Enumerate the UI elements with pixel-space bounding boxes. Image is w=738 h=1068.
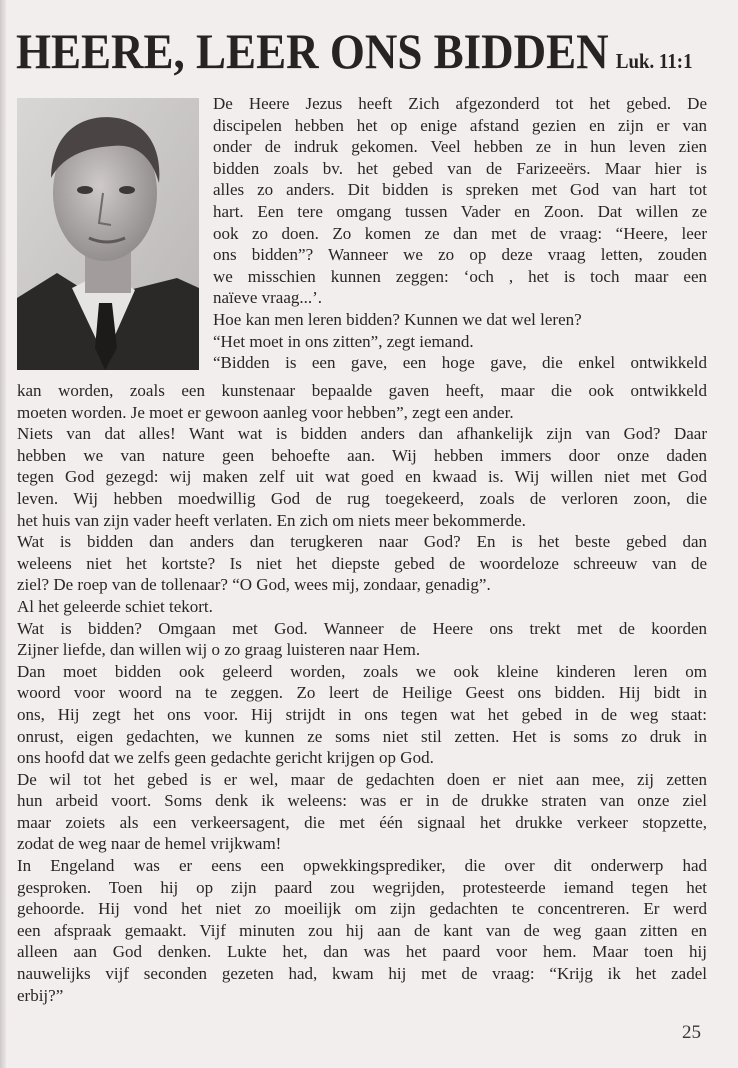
text-line: ons, Hij zegt het ons voor. Hij strijdt in ons tegen wat het gebed in de weg staat: bbox=[17, 704, 707, 724]
text-line: Niets van dat alles! Want wat is bidden anders dan afhankelijk zijn van God? Daar bbox=[17, 424, 707, 444]
text-line: leven. Wij hebben moedwillig God de rug toegekeerd, zoals de verloren zoon, die bbox=[17, 488, 707, 508]
text-line: weleens niet het kortste? Is niet het diepste gebed de woordeloze schreeuw van de bbox=[17, 553, 707, 573]
text-line: ons hoofd dat we zelfs geen gedachte gericht krijgen op God. bbox=[17, 748, 434, 768]
text-line: woord voor woord na te zeggen. Zo leert de Heilige Geest ons bidden. Hij bidt in bbox=[17, 683, 707, 703]
text-line: erbij?” bbox=[17, 985, 64, 1005]
text-line: het huis van zijn vader heeft verlaten. En zich om niets meer bekommerde. bbox=[17, 510, 526, 530]
text-line: moeten worden. Je moet er gewoon aanleg voor hebben”, zegt een ander. bbox=[17, 402, 514, 422]
text-line: hart. Een tere omgang tussen Vader en Zoon. Dat willen ze bbox=[213, 201, 707, 221]
text-line: De wil tot het gebed is er wel, maar de gedachten doen er niet aan mee, zij zetten bbox=[17, 769, 707, 789]
text-line: kan worden, zoals een kunstenaar bepaalde gaven heeft, maar die ook ontwikkeld bbox=[17, 381, 707, 400]
text-line: hebben we van nature geen behoefte aan. Wij hebben immers door onze daden bbox=[17, 445, 707, 465]
text-line: Wat is bidden dan anders dan terugkeren naar God? En is het beste gebed dan bbox=[17, 532, 707, 552]
text-line: bidden zoals bv. het gebed van de Farizeeërs. Maar hier is bbox=[213, 158, 707, 178]
text-line: “Bidden is een gave, een hoge gave, die enkel ontwikkeld bbox=[213, 353, 707, 373]
body-text-column bbox=[17, 380, 707, 1006]
text-line: “Het moet in ons zitten”, zegt iemand. bbox=[213, 331, 474, 351]
article-title bbox=[16, 22, 693, 80]
scripture-reference: Luk. 11:1 bbox=[615, 49, 693, 73]
text-line: nauwelijks vijf seconden gezeten had, kwam hij met de vraag: “Krijg ik het zadel bbox=[17, 964, 707, 984]
text-line: De Heere Jezus heeft Zich afgezonderd tot het gebed. De bbox=[213, 94, 707, 113]
author-portrait-photo bbox=[17, 98, 199, 370]
text-line: hun arbeid voort. Soms denk ik weleens: was er in de drukke straten van onze ziel bbox=[17, 791, 707, 811]
text-line: gehoorde. Hij vond het niet zo moeilijk om zijn gedachten te concentreren. Er werd bbox=[17, 899, 707, 919]
text-line: ons bidden”? Wanneer we zo op deze vraag letten, zouden bbox=[213, 245, 707, 265]
text-line: alles zo anders. Dit bidden is spreken met God van hart tot bbox=[213, 180, 707, 200]
text-line: In Engeland was er eens een opwekkingsprediker, die over dit onderwerp had bbox=[17, 856, 707, 876]
text-line: Zijner liefde, dan willen wij o zo graag luisteren naar Hem. bbox=[17, 640, 421, 660]
text-line: een afspraak gemaakt. Vijf minuten zou hij aan de kant van de weg gaan zitten en bbox=[17, 920, 707, 940]
text-line: Wat is bidden? Omgaan met God. Wanneer de Heere ons trekt met de koorden bbox=[17, 618, 707, 638]
text-line: onder de indruk gekomen. Veel hebben ze in hun leven zien bbox=[213, 137, 707, 157]
text-line: Hoe kan men leren bidden? Kunnen we dat wel leren? bbox=[213, 309, 582, 329]
text-line: onrust, eigen gedachten, we kunnen ze soms niet stil zetten. Het is soms zo druk in bbox=[17, 726, 707, 746]
page-edge-shadow bbox=[0, 0, 6, 1068]
text-line: ook zo doen. Zo komen ze dan met de vraag: “Heere, leer bbox=[213, 223, 707, 243]
text-line: Dan moet bidden ook geleerd worden, zoals we ook kleine kinderen leren om bbox=[17, 661, 707, 681]
text-line: tegen God gezegd: wij maken zelf uit wat goed en kwaad is. Wij willen niet met God bbox=[17, 467, 707, 487]
text-line: ziel? De roep van de tollenaar? “O God, wees mij, zondaar, genadig”. bbox=[17, 575, 491, 595]
text-line: we misschien kunnen zeggen: ‘och , het is toch maar een bbox=[213, 266, 707, 286]
text-line: Al het geleerde schiet tekort. bbox=[17, 596, 213, 616]
text-line: alleen aan God denken. Lukte het, dan was het paard voor hem. Maar toen hij bbox=[17, 942, 707, 962]
text-line: maar zoiets als een verkeersagent, die met één signaal het drukke verkeer stopzette, bbox=[17, 812, 707, 832]
title-text: HEERE, LEER ONS BIDDEN bbox=[16, 23, 609, 79]
text-line: discipelen hebben het op enige afstand gezien en zijn er van bbox=[213, 115, 707, 135]
text-line: gesproken. Toen hij op zijn paard zou wegrijden, protesteerde iemand tegen het bbox=[17, 877, 707, 897]
intro-text-column bbox=[213, 93, 707, 374]
text-line: naïeve vraag...’. bbox=[213, 288, 323, 308]
text-line: zodat de weg naar de hemel vrijkwam! bbox=[17, 834, 282, 854]
page-number: 25 bbox=[682, 1022, 701, 1043]
